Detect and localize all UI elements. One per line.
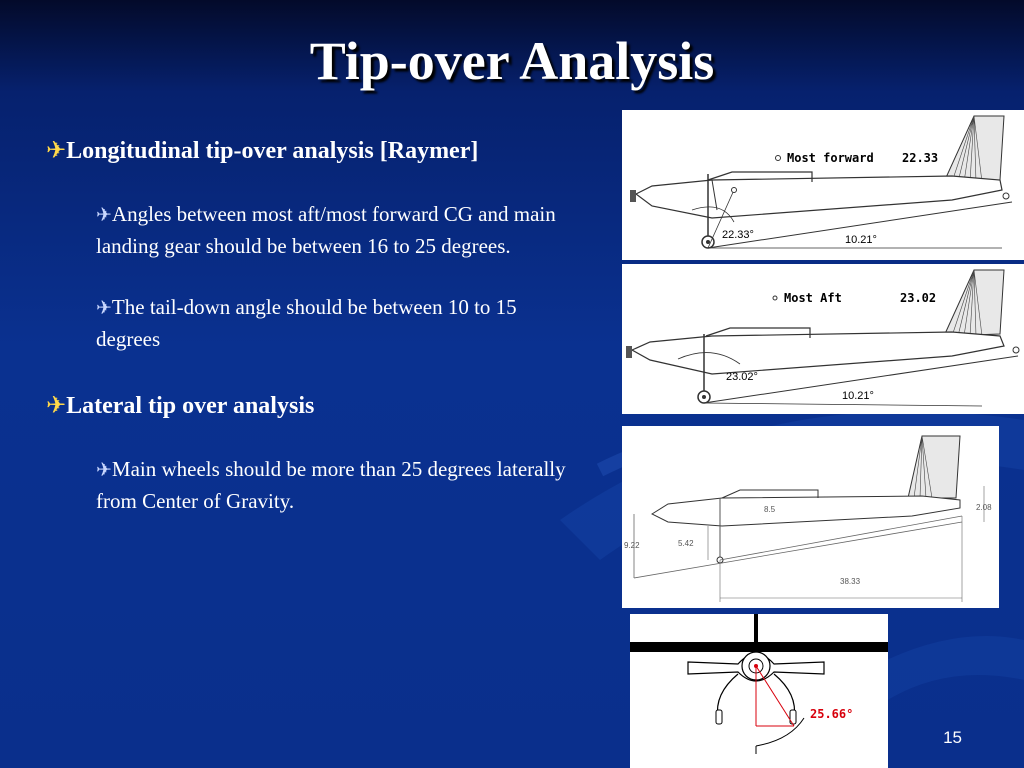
- bullet-lateral: ✈Lateral tip over analysis: [46, 393, 315, 419]
- legend-most-forward: Most forward: [787, 151, 874, 165]
- figure-most-forward-cg: [622, 110, 1024, 260]
- angle-tail-down-label: 10.21°: [845, 234, 877, 246]
- figure-dimensions: [622, 426, 999, 608]
- value-most-aft: 23.02: [900, 291, 937, 305]
- figure-lateral-front-view: [630, 614, 888, 768]
- dim-label: 2.08: [976, 503, 992, 512]
- sub-bullet-main-wheels: ✈Main wheels should be more than 25 degrees laterally from Center of Gravity.: [96, 457, 566, 513]
- sub-bullet-cg-angles: ✈Angles between most aft/most forward CG and main landing gear should be between 16 to 25 degrees.: [96, 202, 556, 258]
- lateral-angle-label: 25.66°: [810, 707, 854, 721]
- dim-label: 5.42: [678, 539, 694, 548]
- airplane-bullet-icon: ✈: [96, 298, 112, 319]
- legend-most-aft: Most Aft: [784, 291, 842, 305]
- page-number: 15: [943, 728, 962, 747]
- slide-title: Tip-over Analysis: [309, 31, 715, 91]
- bullet-list: [46, 128, 566, 517]
- sub-bullet-tail-down: ✈The tail-down angle should be between 10 to 15 degrees: [96, 295, 517, 351]
- angle-cg-label: 22.33°: [722, 229, 754, 241]
- value-most-forward: 22.33: [902, 151, 939, 165]
- angle-cg-label: 23.02°: [726, 371, 758, 383]
- dim-label: 8.5: [764, 505, 776, 514]
- figure-most-aft-cg: [622, 264, 1024, 414]
- airplane-bullet-icon: ✈: [46, 393, 67, 419]
- airplane-bullet-icon: ✈: [96, 205, 112, 226]
- bullet-longitudinal: ✈Longitudinal tip-over analysis [Raymer]: [46, 138, 479, 164]
- dim-label: 9.22: [624, 541, 640, 550]
- airplane-bullet-icon: ✈: [96, 460, 112, 481]
- airplane-bullet-icon: ✈: [46, 138, 67, 164]
- angle-tail-down-label: 10.21°: [842, 390, 874, 402]
- dim-label: 38.33: [840, 577, 861, 586]
